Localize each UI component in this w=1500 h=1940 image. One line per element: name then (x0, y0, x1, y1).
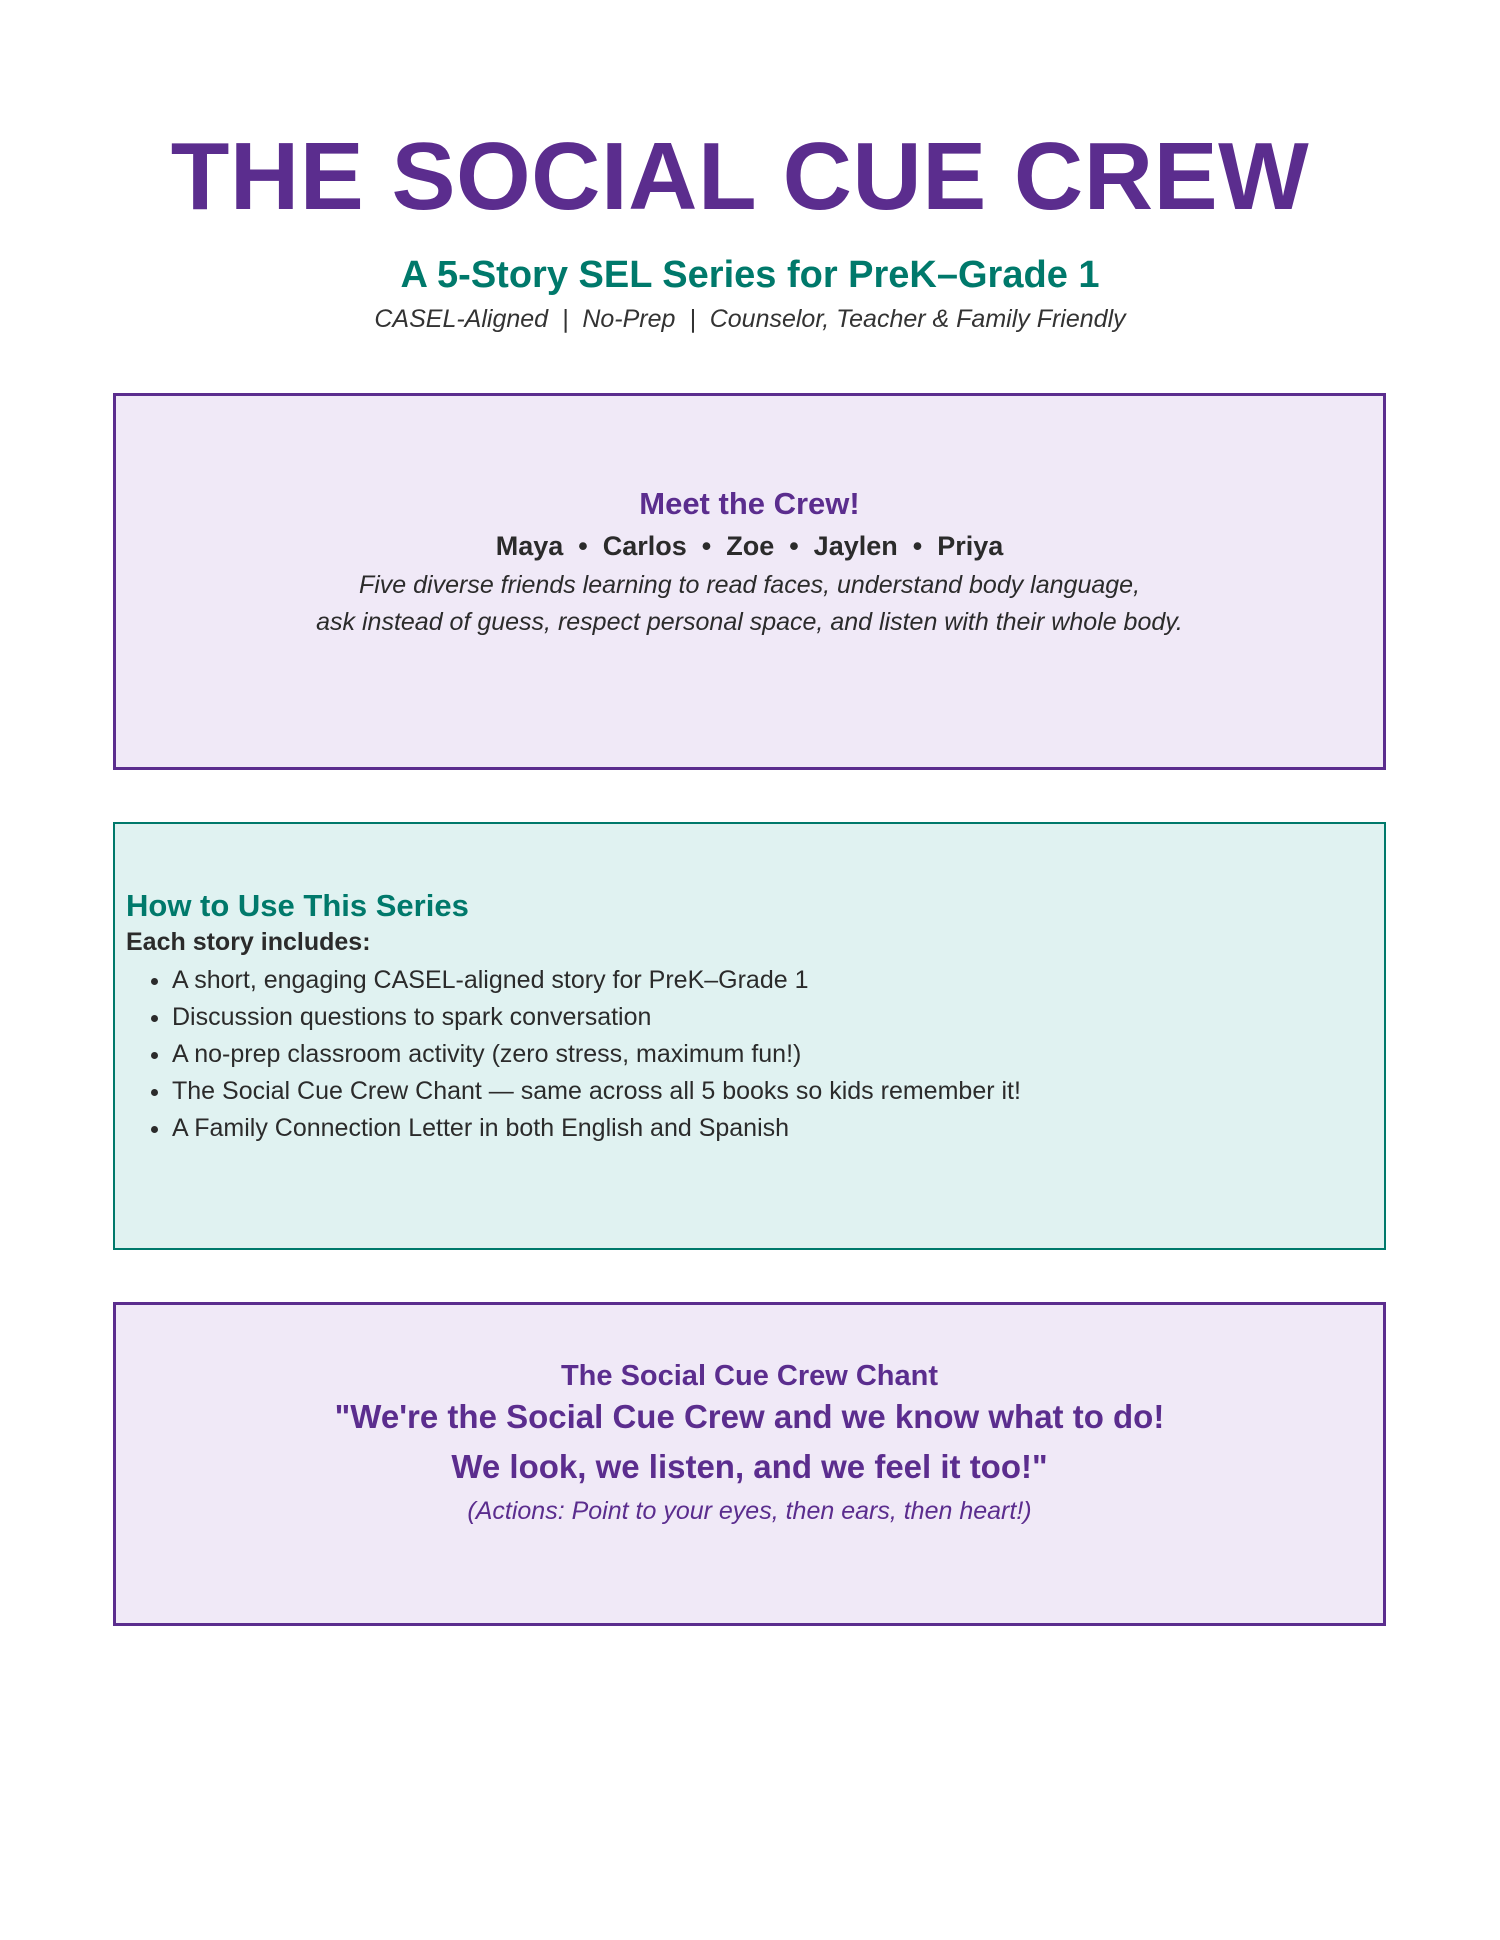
chant-box (113, 1302, 1386, 1626)
chant-actions: (Actions: Point to your eyes, then ears, then heart!) (467, 1497, 1032, 1525)
page-title: THE SOCIAL CUE CREW (170, 123, 1310, 230)
meet-the-crew-box (113, 393, 1386, 770)
crew-heading: Meet the Crew! (639, 486, 860, 521)
crew-description (116, 567, 1383, 641)
chant-heading: The Social Cue Crew Chant (560, 1360, 939, 1392)
crew-description-line: ask instead of guess, respect personal space, and listen with their whole body. (316, 608, 1183, 636)
story-includes-list (126, 962, 1021, 1147)
how-to-use-heading: How to Use This Series (126, 888, 469, 923)
chant-line: "We're the Social Cue Crew and we know what to do! (334, 1398, 1165, 1435)
list-item: • Discussion questions to spark conversation (172, 999, 1021, 1036)
how-to-use-box (113, 822, 1386, 1250)
series-subtitle: A 5-Story SEL Series for PreK–Grade 1 (400, 254, 1100, 296)
list-item: • The Social Cue Crew Chant — same across all 5 books so kids remember it! (172, 1073, 1021, 1110)
crew-description-line: Five diverse friends learning to read faces, understand body language, (358, 571, 1141, 599)
list-item: • A short, engaging CASEL-aligned story for PreK–Grade 1 (172, 962, 1021, 999)
list-item: • A no-prep classroom activity (zero stress, maximum fun!) (172, 1036, 1021, 1073)
crew-names: Maya • Carlos • Zoe • Jaylen • Priya (495, 531, 1004, 561)
list-item: • A Family Connection Letter in both English and Spanish (172, 1110, 1021, 1147)
series-tagline: CASEL-Aligned | No-Prep | Counselor, Teacher & Family Friendly (374, 305, 1126, 333)
chant-line: We look, we listen, and we feel it too!" (451, 1448, 1048, 1485)
how-to-use-lead: Each story includes: (126, 928, 371, 956)
